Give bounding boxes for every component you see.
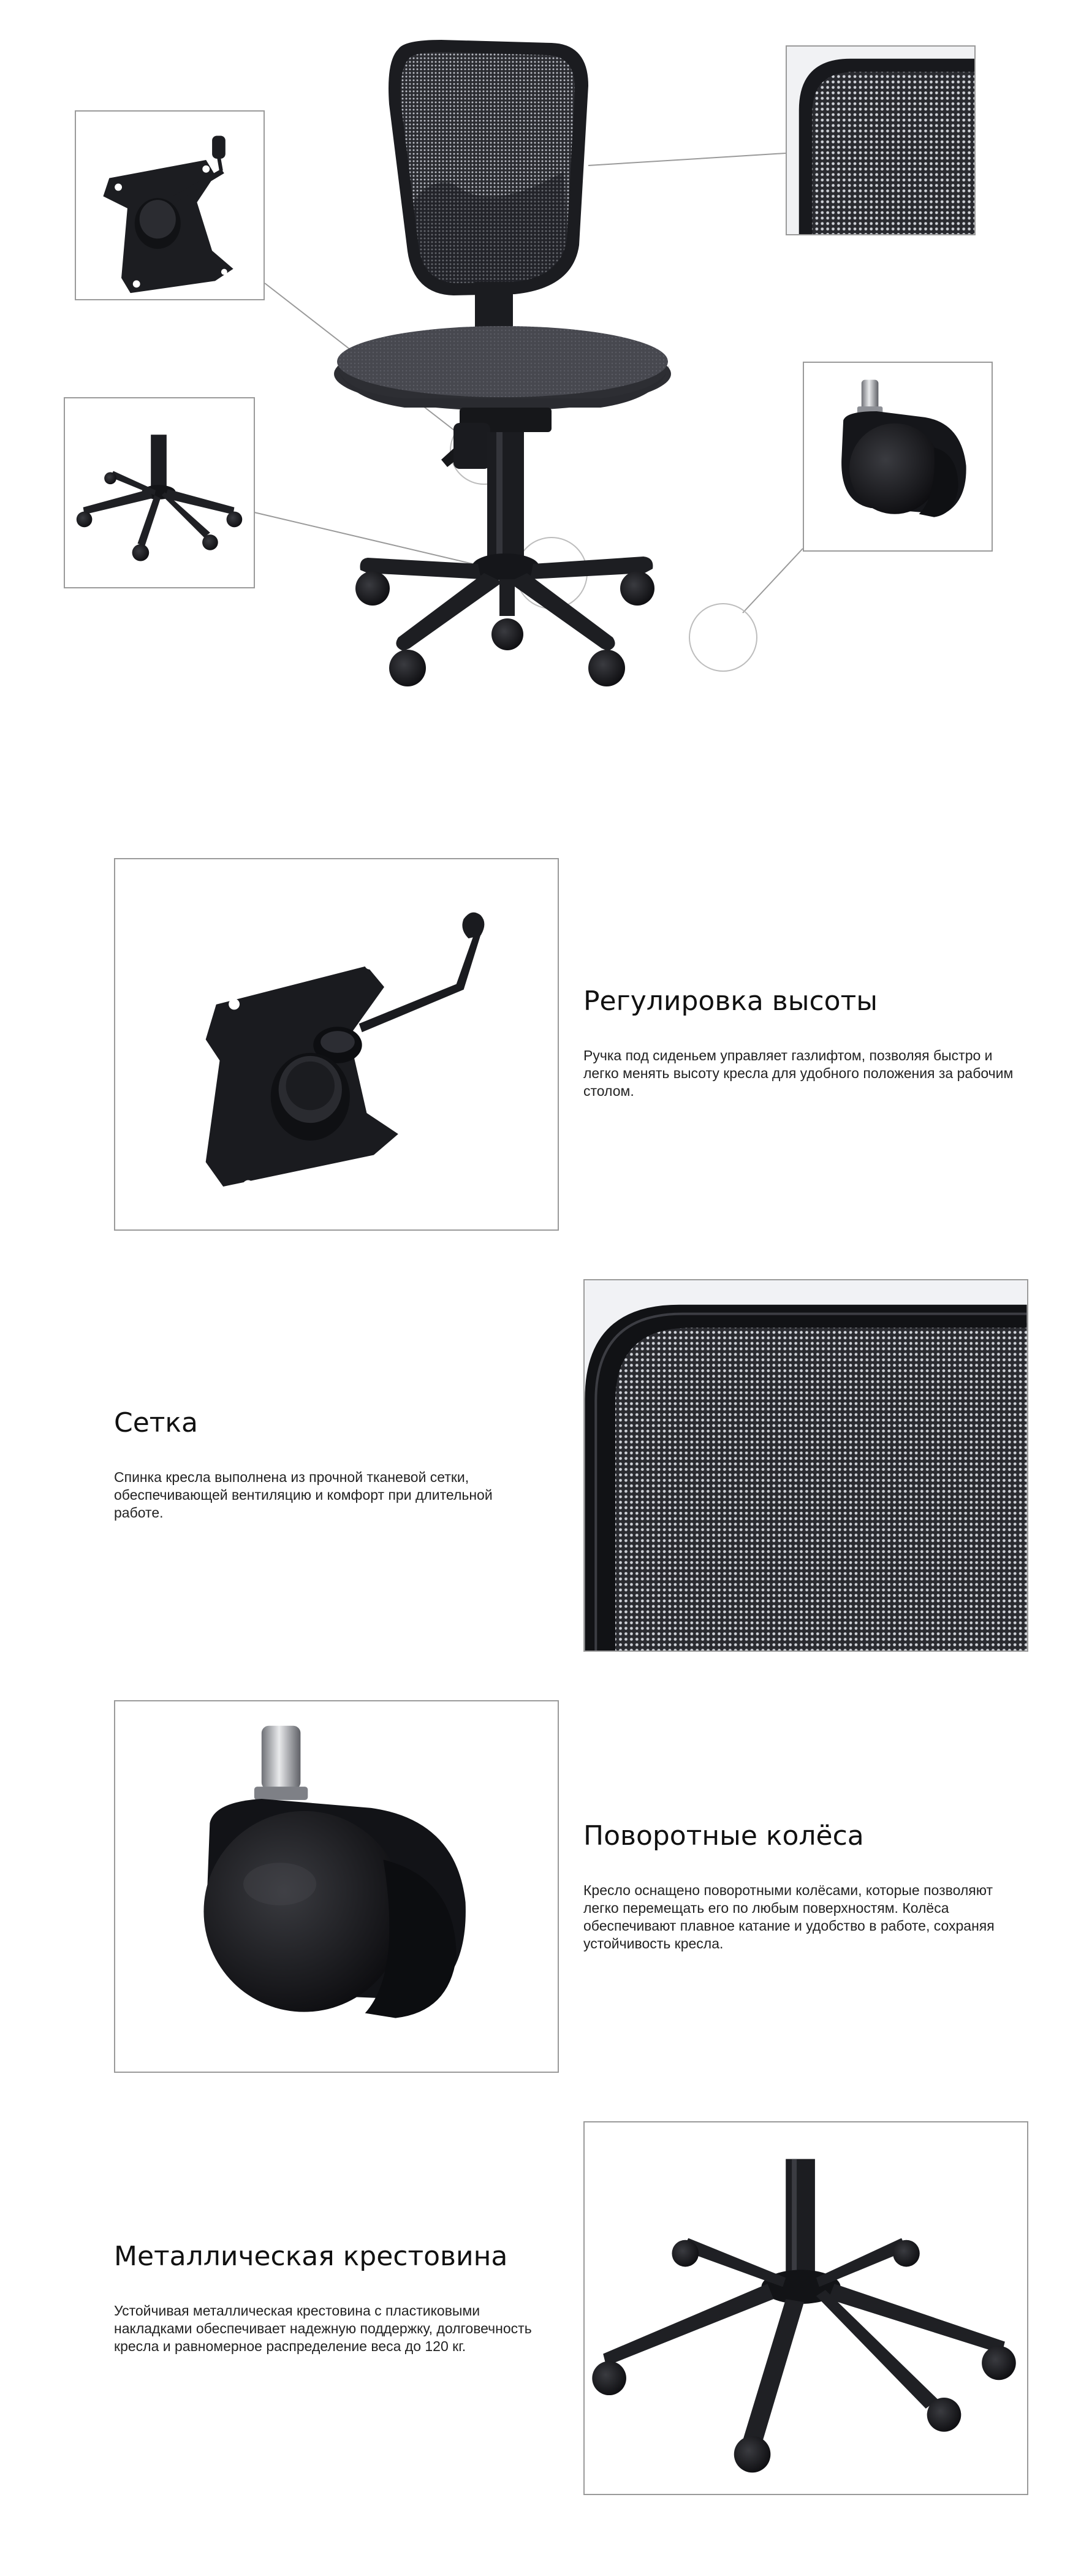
section-mesh-image — [583, 1279, 1028, 1652]
section-base-title: Металлическая крестовина — [114, 2241, 508, 2272]
section-height-text: Ручка под сиденьем управляет газлифтом, позволяя быстро и легко менять высоту кресла для удобного положения за рабочим столом. — [583, 1047, 1014, 1099]
chair-image — [331, 31, 760, 742]
callout-caster-thumbnail — [803, 362, 993, 552]
callout-mechanism-thumbnail — [75, 110, 265, 300]
section-caster-text: Кресло оснащено поворотными колёсами, которые позволяют легко перемещать его по любым поверхностям. Колёса обеспечивают плавное катание и удобство в работе, сохраняя устойчивость кресла. — [583, 1882, 995, 1951]
section-mesh-text: Спинка кресла выполнена из прочной тканевой сетки, обеспечивающей вентиляцию и комфорт при длительной работе. — [114, 1469, 493, 1521]
section-caster-image — [114, 1700, 559, 2073]
section-mesh-title: Сетка — [114, 1407, 198, 1438]
callout-mesh-thumbnail — [786, 45, 976, 235]
section-caster-title: Поворотные колёса — [583, 1820, 864, 1852]
section-base-text: Устойчивая металлическая крестовина с пластиковыми накладками обеспечивает надежную поддержку, долговечность кресла и равномерное распределение веса до 120 кг. — [114, 2303, 532, 2354]
section-height-image — [114, 858, 559, 1231]
callout-base-thumbnail — [64, 397, 255, 588]
hero-section — [0, 0, 1081, 748]
section-height-title: Регулировка высоты — [583, 986, 878, 1017]
section-base-image — [583, 2121, 1028, 2495]
